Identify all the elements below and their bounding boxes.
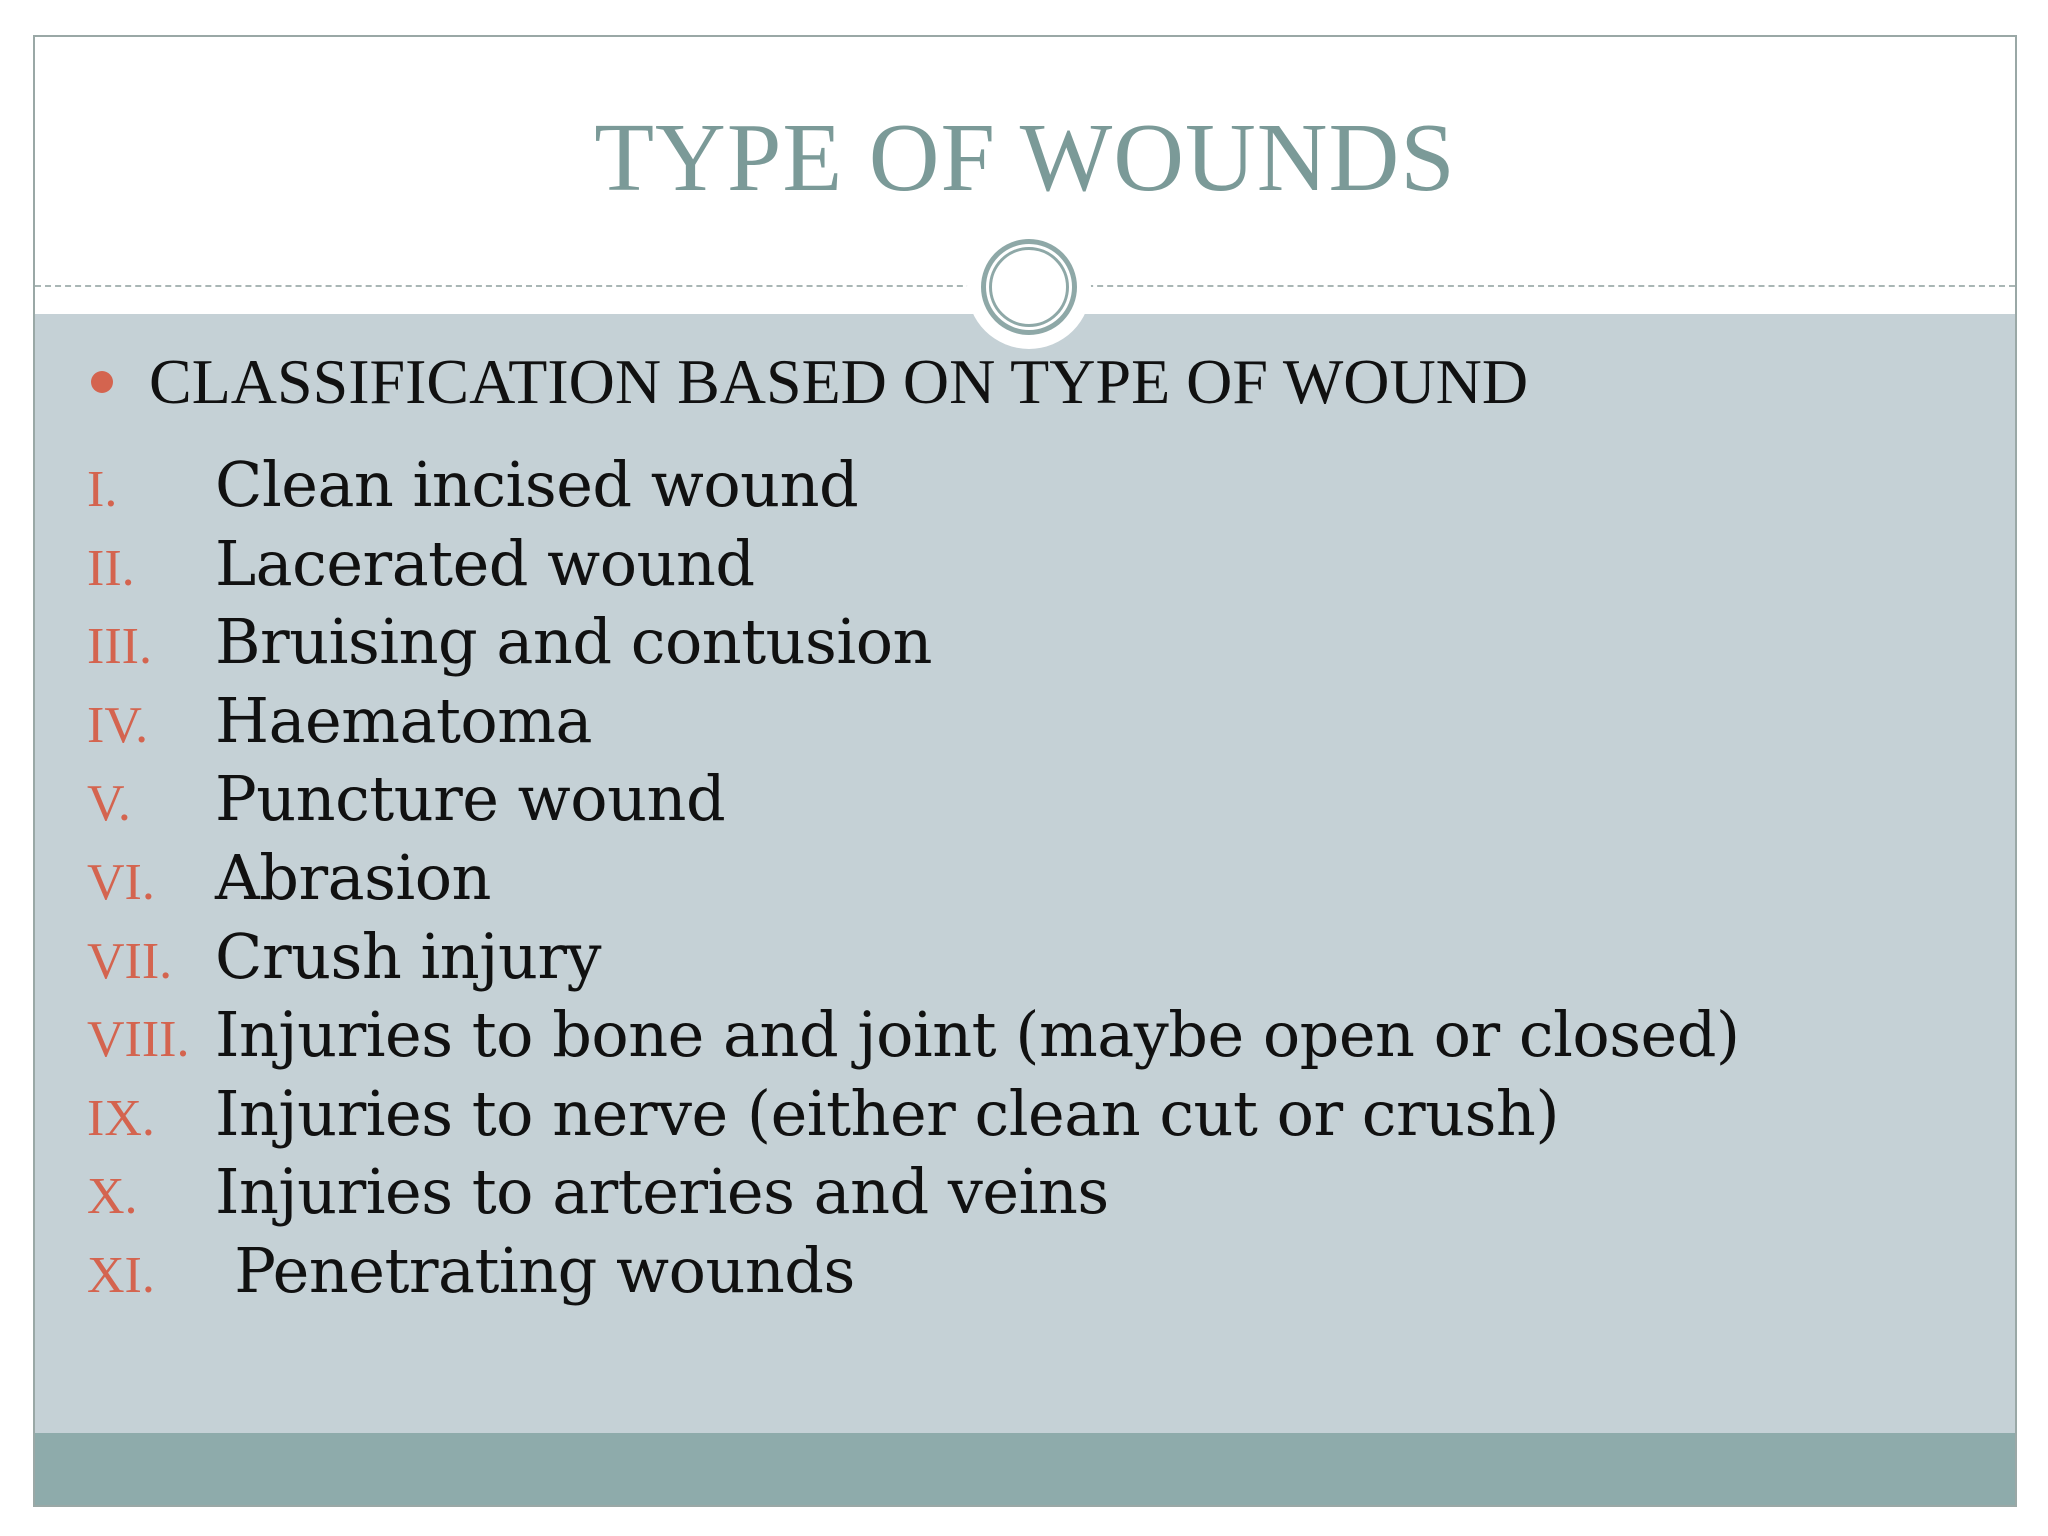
heading-text: CLASSIFICATION BASED ON TYPE OF WOUND: [149, 346, 1529, 417]
slide-title: TYPE OF WOUNDS: [594, 104, 1456, 212]
footer-band: [35, 1433, 2015, 1505]
slide: [33, 35, 2017, 1507]
list-numeral: IX.: [87, 1089, 155, 1147]
list-numeral: VIII.: [87, 1011, 190, 1069]
list-numeral: XI.: [87, 1246, 155, 1304]
list-item-text: Bruising and contusion: [215, 605, 932, 679]
list-numeral: I.: [87, 461, 118, 518]
list-item: [87, 841, 1740, 920]
list-numeral: X.: [87, 1168, 138, 1226]
list-item: [87, 1077, 1740, 1156]
classification-heading: [87, 347, 1528, 417]
list-item-text: Clean incised wound: [215, 448, 859, 521]
list-numeral: IV.: [87, 696, 149, 754]
list-item: [87, 762, 1740, 841]
list-item-text: Injuries to bone and joint (maybe open or closed): [215, 998, 1740, 1072]
list-item-text: Injuries to arteries and veins: [215, 1155, 1109, 1229]
list-numeral: VI.: [87, 853, 155, 911]
list-item-text: Abrasion: [215, 840, 491, 914]
list-item: [87, 684, 1740, 763]
bullet-dot-icon: [91, 371, 113, 393]
list-numeral: II.: [87, 539, 135, 597]
list-item-text: Penetrating wounds: [215, 1233, 855, 1307]
list-item-text: Crush injury: [215, 919, 602, 993]
list-item: [87, 605, 1740, 684]
list-item: [87, 448, 1740, 527]
list-item: [87, 998, 1740, 1077]
list-item: [87, 920, 1740, 999]
list-item-text: Lacerated wound: [215, 526, 755, 600]
list-item-text: Puncture wound: [215, 762, 726, 836]
list-item: [87, 1155, 1740, 1234]
list-item-text: Haematoma: [215, 683, 592, 757]
list-numeral: III.: [87, 618, 152, 676]
ring-ornament-inner: [989, 247, 1069, 327]
list-numeral: VII.: [87, 932, 173, 990]
list-item-text: Injuries to nerve (either clean cut or crush): [215, 1076, 1560, 1150]
wound-type-list: [87, 448, 1740, 1313]
list-item: [87, 527, 1740, 606]
list-numeral: V.: [87, 775, 131, 833]
list-item: [87, 1234, 1740, 1313]
